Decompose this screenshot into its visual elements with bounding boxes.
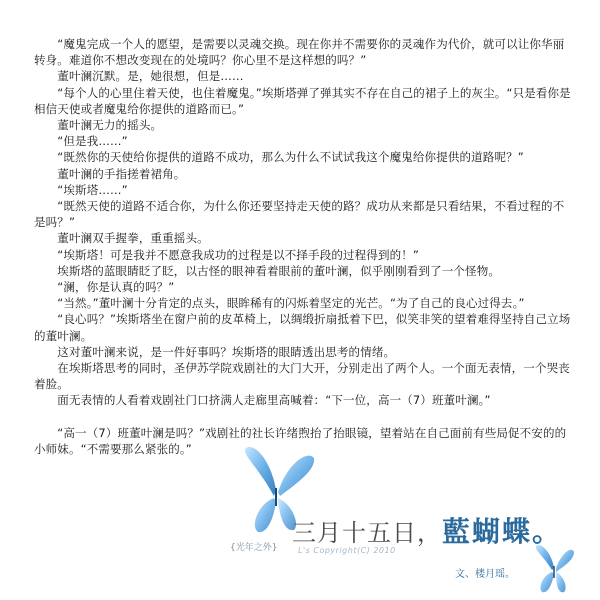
paragraph: “既然天使的道路不适合你，为什么你还要坚持走天使的路？成功从来都是只看结果，不看过程的不是吗？” <box>34 199 565 230</box>
footer-title <box>292 510 562 550</box>
title-main: 三月十五日， <box>292 519 442 547</box>
series-label: {光年之外} <box>230 543 278 553</box>
butterfly-small-icon <box>532 544 576 598</box>
title-blue: 藍蝴蝶。 <box>442 515 563 548</box>
paragraph: “高一（7）班董叶澜是吗？”戏剧社的社长许绪煦抬了抬眼镜，望着站在自己面前有些局促不安的的小师妹。“不需要那么紧张的。” <box>34 425 567 456</box>
paragraph: 董叶澜的手指搓着裙角。 <box>34 166 186 181</box>
paragraph: 面无表情的人看着戏剧社门口挤满人走廊里高喊着：“下一位，高一（7）班董叶澜。” <box>34 393 491 408</box>
paragraph: 这对董叶澜来说，是一件好事吗？埃斯塔的眼睛透出思考的情绪。 <box>34 344 396 359</box>
paragraph: “埃斯塔……” <box>34 182 128 197</box>
paragraph: “每个人的心里住着天使，也住着魔鬼。”埃斯塔弹了弹其实不存在自己的裙子上的灰尘。“只是看你是相信天使或者魔鬼给你提供的道路而已。” <box>34 85 571 116</box>
paragraph: “埃斯塔！可是我并不愿意我成功的过程是以不择手段的过程得到的！” <box>34 247 420 262</box>
paragraph: 董叶澜双手握拳，重重摇头。 <box>34 231 209 246</box>
paragraph: 董叶澜无力的摇头。 <box>34 118 163 133</box>
paragraph: “良心吗？”埃斯塔坐在窗户前的皮革椅上，以绸缎折扇抵着下巴，似笑非笑的望着难得坚持自己立场的董叶澜。 <box>34 312 571 343</box>
paragraph: “既然你的天使给你提供的道路不成功，那么为什么不试试我这个魔鬼给你提供的道路呢？” <box>34 150 524 165</box>
copyright-text: L's Copyright(C) 2010 <box>298 546 396 555</box>
paragraph: “但是我……” <box>34 134 128 149</box>
author-credit: 文、楼月瑶。 <box>455 569 515 580</box>
paragraph <box>34 409 574 425</box>
paragraph: “魔鬼完成一个人的愿望，是需要以灵魂交换。现在你并不需要你的灵魂作为代价，就可以让你华丽转身。难道你不想改变现在的处境吗？你心里不是这样想的吗？” <box>34 37 565 68</box>
paragraph: 董叶澜沉默。是，她很想，但是…… <box>34 69 244 84</box>
paragraph: 埃斯塔的蓝眼睛眨了眨，以古怪的眼神看着眼前的董叶澜，似乎刚刚看到了一个怪物。 <box>34 263 500 278</box>
paragraph: “当然。”董叶澜十分肯定的点头，眼眸稀有的闪烁着坚定的光芒。“为了自己的良心过得去。” <box>34 296 525 311</box>
story-text <box>34 36 574 457</box>
paragraph: “澜，你是认真的吗？” <box>34 280 175 295</box>
paragraph: 在埃斯塔思考的同时，圣伊苏学院戏剧社的大门大开，分别走出了两个人。一个面无表情，一个哭丧着脸。 <box>34 361 570 392</box>
